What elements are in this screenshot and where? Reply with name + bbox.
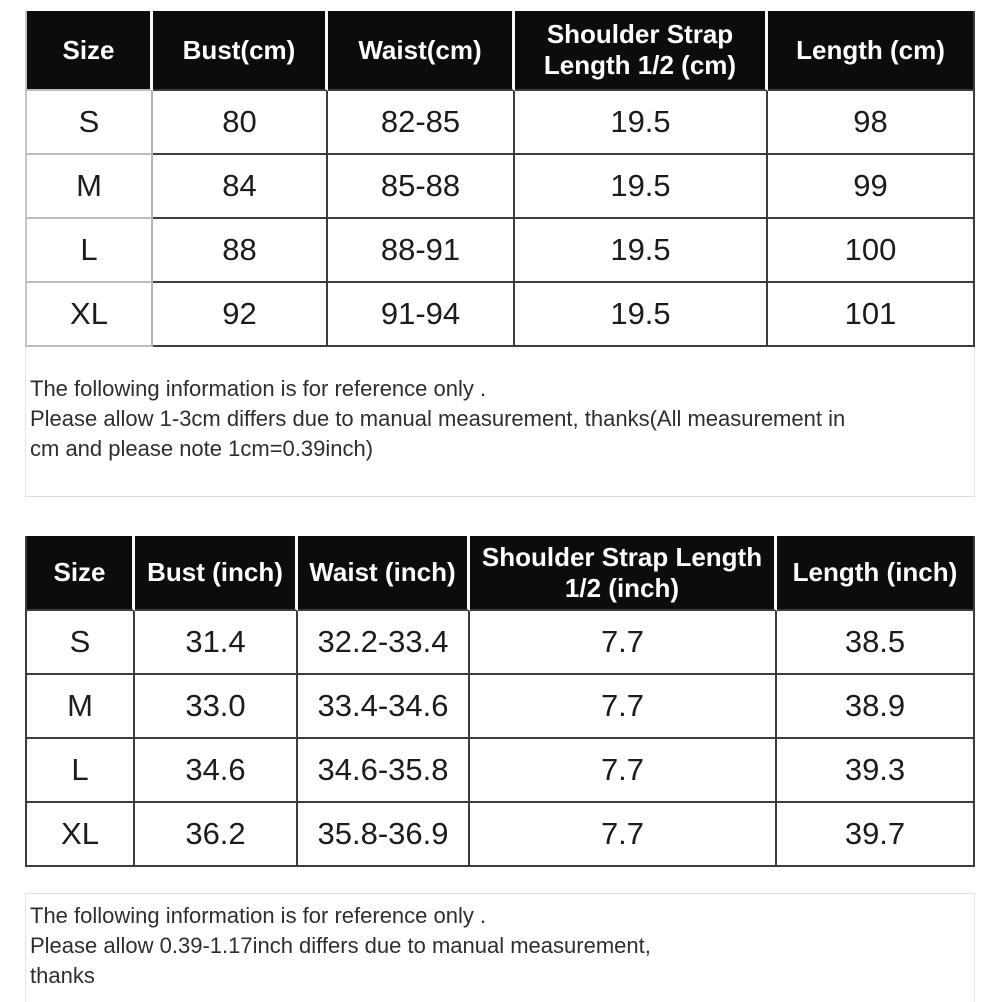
note-inch-line2: Please allow 0.39-1.17inch differs due to manual measurement, (30, 933, 651, 958)
cell-size: L (25, 739, 135, 803)
cell-strap: 19.5 (515, 283, 768, 347)
cell-waist: 33.4-34.6 (298, 675, 470, 739)
cell-waist: 88-91 (328, 219, 515, 283)
cell-size: M (25, 675, 135, 739)
cell-bust: 31.4 (135, 611, 298, 675)
table-row-xl-inch (25, 803, 975, 867)
cell-length: 101 (768, 283, 975, 347)
note-inch (25, 893, 975, 1002)
cell-waist: 82-85 (328, 91, 515, 155)
table-row-l-cm (25, 219, 975, 283)
column-header-size: Size (25, 536, 135, 611)
cell-waist: 91-94 (328, 283, 515, 347)
column-header-size: Size (25, 11, 153, 91)
column-header-shoulder-strap-inch: Shoulder Strap Length 1/2 (inch) (470, 536, 777, 611)
header-row-inch (25, 536, 975, 611)
cell-size: M (25, 155, 153, 219)
cell-length: 99 (768, 155, 975, 219)
column-header-bust-cm: Bust(cm) (153, 11, 328, 91)
cell-bust: 92 (153, 283, 328, 347)
cell-size: L (25, 219, 153, 283)
section-gap (25, 497, 975, 536)
cell-size: XL (25, 283, 153, 347)
table-row-xl-cm (25, 283, 975, 347)
cell-waist: 34.6-35.8 (298, 739, 470, 803)
table-row-l-inch (25, 739, 975, 803)
note-cm (25, 347, 975, 497)
table-row-s-cm (25, 91, 975, 155)
note-inch-line3: thanks (30, 963, 95, 988)
size-chart-content (25, 11, 975, 1002)
cell-strap: 7.7 (470, 611, 777, 675)
column-header-length-cm: Length (cm) (768, 11, 975, 91)
header-row-cm (25, 11, 975, 91)
table-row-s-inch (25, 611, 975, 675)
cell-length: 98 (768, 91, 975, 155)
cell-length: 38.5 (777, 611, 975, 675)
size-table-cm (25, 11, 975, 347)
cell-strap: 19.5 (515, 155, 768, 219)
cell-length: 38.9 (777, 675, 975, 739)
column-header-length-inch: Length (inch) (777, 536, 975, 611)
cell-bust: 34.6 (135, 739, 298, 803)
cell-waist: 35.8-36.9 (298, 803, 470, 867)
cell-length: 100 (768, 219, 975, 283)
cell-length: 39.3 (777, 739, 975, 803)
column-header-bust-inch: Bust (inch) (135, 536, 298, 611)
cell-strap: 19.5 (515, 91, 768, 155)
note-cm-line3: cm and please note 1cm=0.39inch) (30, 436, 374, 461)
note-cm-line1: The following information is for reference only . (30, 376, 487, 401)
cell-bust: 88 (153, 219, 328, 283)
cell-strap: 7.7 (470, 803, 777, 867)
note-cm-line2: Please allow 1-3cm differs due to manual measurement, thanks(All measurement in (30, 406, 846, 431)
cell-strap: 7.7 (470, 675, 777, 739)
size-table-inch (25, 536, 975, 867)
cell-length: 39.7 (777, 803, 975, 867)
table-row-m-cm (25, 155, 975, 219)
column-header-waist-cm: Waist(cm) (328, 11, 515, 91)
cell-strap: 19.5 (515, 219, 768, 283)
cell-size: XL (25, 803, 135, 867)
table-row-m-inch (25, 675, 975, 739)
cell-strap: 7.7 (470, 739, 777, 803)
cell-bust: 84 (153, 155, 328, 219)
cell-size: S (25, 611, 135, 675)
column-header-waist-inch: Waist (inch) (298, 536, 470, 611)
cell-size: S (25, 91, 153, 155)
cell-bust: 80 (153, 91, 328, 155)
column-header-shoulder-strap-cm: Shoulder Strap Length 1/2 (cm) (515, 11, 768, 91)
cell-waist: 85-88 (328, 155, 515, 219)
note-inch-line1: The following information is for reference only . (30, 903, 487, 928)
cell-waist: 32.2-33.4 (298, 611, 470, 675)
cell-bust: 36.2 (135, 803, 298, 867)
cell-bust: 33.0 (135, 675, 298, 739)
